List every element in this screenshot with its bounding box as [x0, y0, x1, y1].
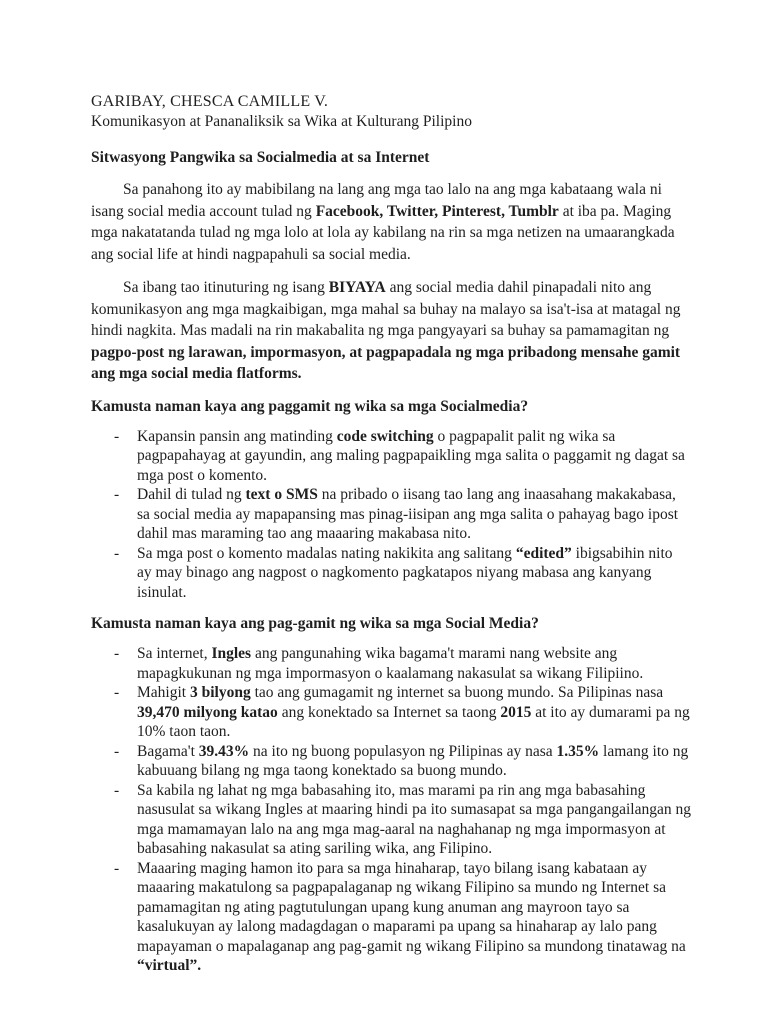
paragraph-biyaya	[91, 277, 691, 385]
list-item-bold: text o SMS	[245, 486, 318, 503]
list-item-bold: 3 bilyong	[189, 684, 251, 701]
list-item-bold: Ingles	[211, 645, 252, 662]
list-item-bold: code switching	[336, 427, 434, 445]
paragraph-bold: Facebook, Twitter, Pinterest, Tumblr	[315, 202, 559, 220]
dash-bullet: -	[114, 486, 120, 503]
list-item	[91, 427, 691, 486]
dash-bullet: -	[114, 742, 120, 760]
paragraph-intro	[91, 179, 691, 265]
section-heading-internet: Kamusta naman kaya ang pag-gamit ng wika sa mga Social Media?	[91, 615, 539, 632]
list-item-text: na pribado o iisang tao lang ang inaasahang makakabasa, sa social media ay mapapansing mas pinag-iisipan ang mga salita o pahayag bago ipost dahil mas maraming tao ang maaaring makabasa nito.	[137, 486, 679, 542]
list-item-text: tao ang gumagamit ng internet sa buong mundo. Sa Pilipinas nasa	[250, 684, 664, 701]
paragraph-text: Sa ibang tao itinuturing ng isang	[123, 279, 329, 296]
list-item-text: Sa kabila ng lahat ng mga babasahing ito, mas marami pa rin ang mga babasahing nasusulat sa wikang Ingles at maaring hindi pa ito sumasapat sa mga pangangailangan ng mga mamamayan lalo na ang mga mag-aaral na naghahanap ng mga impormasyon at babasahing nakasulat sa ating sariling wika, ang Filipino.	[137, 781, 691, 857]
list-item-text: Sa mga post o komento madalas nating nakikita ang salitang	[137, 544, 516, 562]
list-item-bold: 39.43%	[198, 742, 250, 760]
paragraph-text: Sa panahong ito ay mabibilang na lang ang mga tao lalo na ang mga kabataang wala ni isang social media account tulad ng	[91, 181, 662, 220]
list-item-text: at ito ay dumarami pa ng 10% taon taon.	[137, 703, 690, 740]
list-item	[91, 683, 691, 742]
dash-bullet: -	[114, 781, 120, 799]
bullet-list-socialmedia	[91, 427, 691, 603]
dash-bullet: -	[114, 427, 120, 445]
list-item-text: ang konektado sa Internet sa taong	[277, 703, 501, 721]
list-item-text: ang pangunahing wika bagama't marami nang website ang mapagkukunan ng mga impormasyon o kaalamang nakasulat sa wikang Filipiino.	[137, 645, 644, 682]
list-item-text: lamang ito ng kabuuang bilang ng mga taong konektado sa buong mundo.	[137, 742, 689, 779]
list-item-bold: 2015	[500, 703, 532, 721]
list-item-text: Maaaring maging hamon ito para sa mga hinaharap, tayo bilang isang kabataan ay maaaring makatulong sa pagpapalaganap ng wikang Filipino sa mundo ng Internet sa pamamagitan ng ating pagtutulungan upang kung anuman ang mayroon tayo sa kasalukuyan ay lalong madagdagan o maparami pa upang sa hinaharap ay lalo pang mapayaman o mapalaganap ang pag-gamit ng wikang Filipino sa mundong tinatawag na	[137, 859, 686, 955]
paragraph-text: ang social media dahil pinapadali nito ang komunikasyon ang mga magkaibigan, mga mahal sa buhay na malayo sa isa't-isa at matagal ng hindi nagkita. Mas madali na rin makabalita ng mga pangyayari sa buhay sa pamamagitan ng	[91, 279, 681, 339]
paragraph-text: at iba pa. Maging mga nakatatanda tulad ng mga lolo at lola ay kabilang na rin sa mga netizen na umaarangkada ang social life at hindi nagpapahuli sa social media.	[91, 202, 675, 263]
paragraph-bold: BIYAYA	[328, 279, 386, 296]
list-item-text: Dahil di tulad ng	[137, 486, 246, 503]
list-item-bold: “virtual”.	[137, 957, 202, 974]
dash-bullet: -	[114, 544, 120, 562]
dash-bullet: -	[114, 684, 120, 701]
list-item-bold: 1.35%	[556, 742, 600, 760]
list-item-text: Bagama't	[137, 742, 199, 760]
bullet-list-internet	[91, 644, 691, 976]
section-heading-socialmedia: Kamusta naman kaya ang paggamit ng wika sa mga Socialmedia?	[91, 397, 529, 415]
list-item-bold: 39,470 milyong katao	[137, 703, 278, 721]
paragraph-bold: pagpo-post ng larawan, impormasyon, at pagpapadala ng mga pribadong mensahe gamit ang mga social media flatforms.	[91, 343, 681, 382]
course-title: Komunikasyon at Pananaliksik sa Wika at Kulturang Pilipino	[91, 113, 472, 130]
list-item-text: Kapansin pansin ang matinding	[137, 427, 337, 445]
list-item	[91, 544, 691, 603]
list-item	[91, 644, 691, 683]
author-name: GARIBAY, CHESCA CAMILLE V.	[91, 93, 329, 110]
list-item-text: na ito ng buong populasyon ng Pilipinas ay nasa	[249, 742, 557, 760]
list-item	[91, 742, 691, 781]
list-item-bold: “edited”	[515, 544, 572, 562]
document-title: Sitwasyong Pangwika sa Socialmedia at sa Internet	[91, 149, 430, 166]
list-item-text: Mahigit	[137, 684, 190, 701]
list-item-text: o pagpapalit palit ng wika sa pagpapahayag at gayundin, ang maling pagpapaikling mga salita o paggamit ng dagat sa mga post o komento.	[137, 427, 685, 484]
list-item	[91, 485, 691, 544]
dash-bullet: -	[114, 859, 120, 877]
list-item	[91, 781, 691, 859]
list-item-text: Sa internet,	[137, 645, 212, 662]
list-item-text: ibigsabihin nito ay may binago ang nagpost o nagkomento pagkatapos niyang mabasa ang kanyang isinulat.	[137, 544, 673, 601]
document-body	[91, 92, 691, 988]
dash-bullet: -	[114, 645, 120, 662]
list-item	[91, 859, 691, 976]
